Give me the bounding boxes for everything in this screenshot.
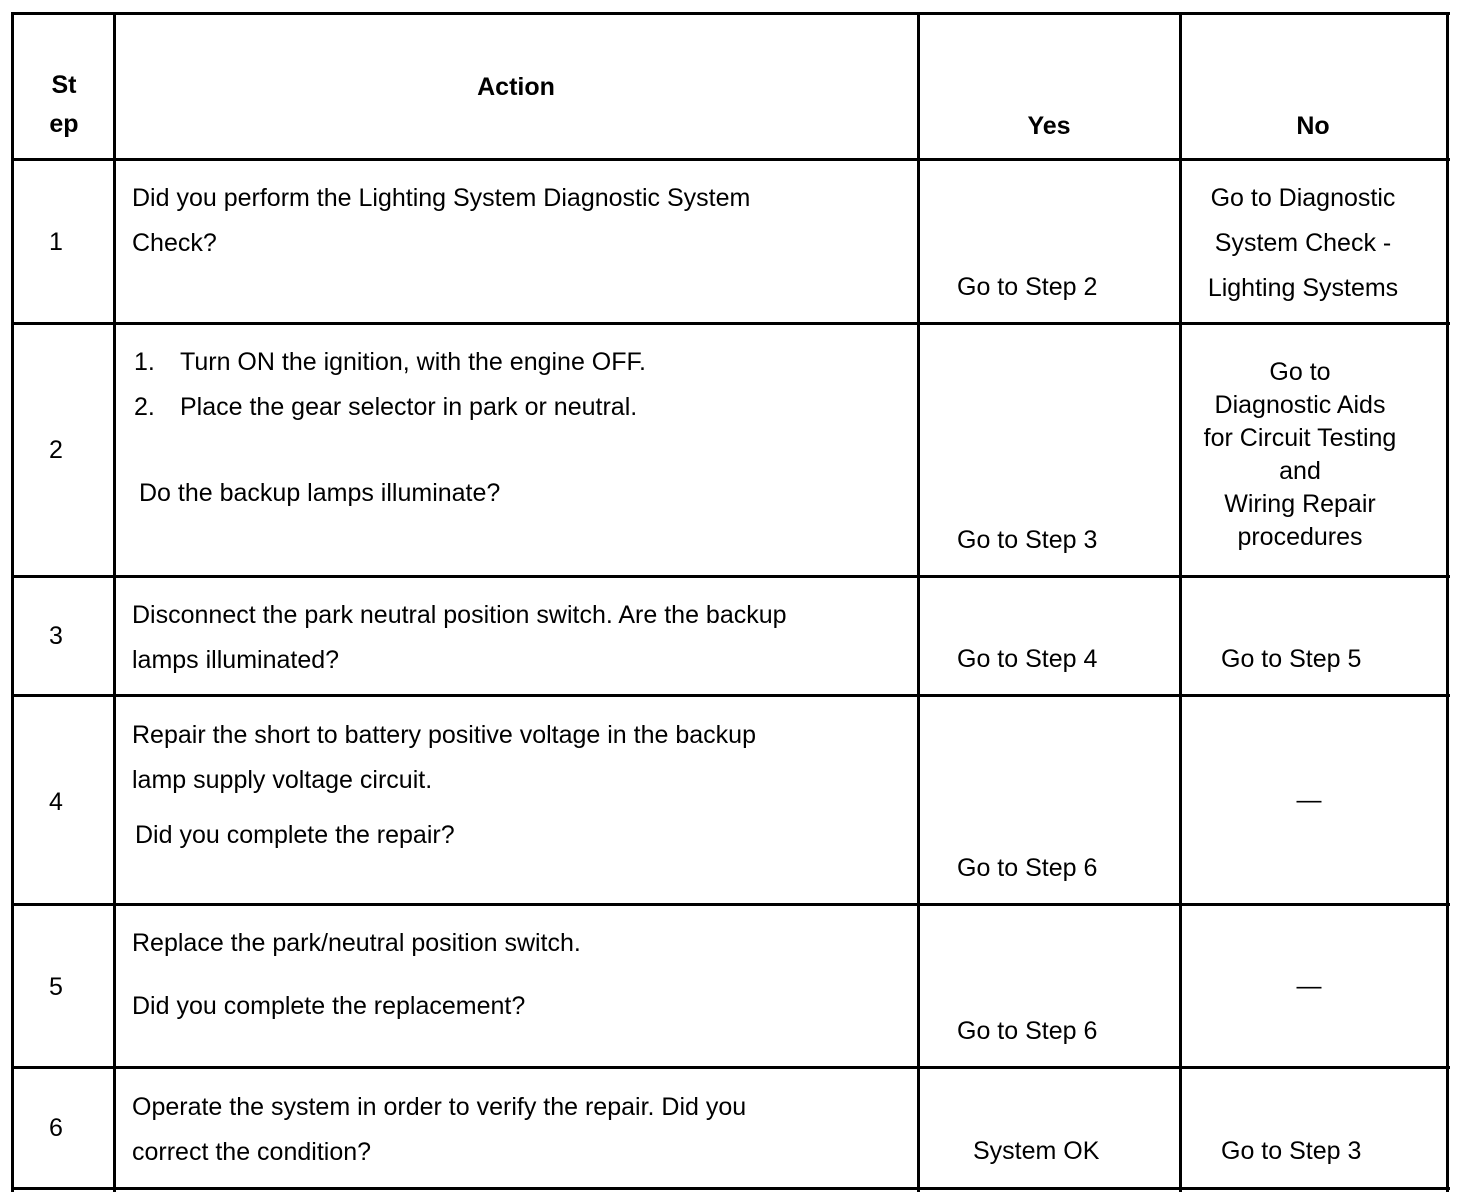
action-text (132, 1085, 746, 1175)
action-line: lamp supply voltage circuit. (132, 766, 433, 794)
no-outcome-line: Go to (1269, 358, 1331, 386)
step-number: 2 (49, 436, 63, 464)
no-outcome-line: for Circuit Testing (1203, 424, 1397, 452)
list-number: 1. (134, 348, 155, 376)
yes-outcome: System OK (973, 1137, 1100, 1165)
no-outcome: Go to Step 3 (1221, 1137, 1362, 1165)
header-yes: Yes (1027, 112, 1071, 140)
action-line: Check? (132, 229, 217, 257)
action-line: Did you perform the Lighting System Diagnostic System (132, 184, 751, 212)
column-divider (113, 12, 116, 1192)
no-outcome (1182, 356, 1418, 554)
action-question: Did you complete the repair? (135, 821, 455, 849)
yes-outcome: Go to Step 6 (957, 854, 1098, 882)
action-line: correct the condition? (132, 1138, 372, 1166)
row-divider (12, 694, 1450, 697)
action-question: Did you complete the replacement? (132, 992, 526, 1020)
column-divider (1446, 12, 1449, 1192)
action-list-text: Place the gear selector in park or neutral. (180, 393, 638, 421)
action-list-item (134, 385, 155, 430)
action-line: lamps illuminated? (132, 646, 340, 674)
header-action: Action (477, 73, 555, 101)
action-line: Operate the system in order to verify the repair. Did you (132, 1093, 747, 1121)
no-outcome: Go to Step 5 (1221, 645, 1362, 673)
header-no: No (1296, 112, 1330, 140)
no-outcome-line: and (1279, 457, 1321, 485)
action-question: Do the backup lamps illuminate? (139, 479, 501, 507)
action-text (132, 593, 787, 683)
header-step (14, 66, 114, 144)
row-divider (12, 322, 1450, 325)
no-outcome: — (1296, 786, 1322, 814)
no-outcome-line: Go to Diagnostic (1210, 184, 1396, 212)
yes-outcome: Go to Step 3 (957, 526, 1098, 554)
action-text (132, 713, 756, 803)
table-border-top (12, 12, 1450, 15)
yes-outcome: Go to Step 4 (957, 645, 1098, 673)
action-text (132, 921, 581, 966)
yes-outcome: Go to Step 6 (957, 1017, 1098, 1045)
action-text (132, 176, 750, 266)
no-outcome-line: Diagnostic Aids (1214, 391, 1386, 419)
header-step-line: St (51, 71, 77, 99)
action-line: Repair the short to battery positive voltage in the backup (132, 721, 756, 749)
list-number: 2. (134, 393, 155, 421)
action-list-item (134, 340, 155, 385)
step-number: 1 (49, 228, 63, 256)
no-outcome (1182, 176, 1424, 311)
row-divider (12, 158, 1450, 161)
no-outcome-line: System Check - (1214, 229, 1392, 257)
yes-outcome: Go to Step 2 (957, 273, 1098, 301)
no-outcome-line: Wiring Repair (1224, 490, 1376, 518)
table-border-bottom (12, 1187, 1450, 1190)
step-number: 4 (49, 788, 63, 816)
no-outcome: — (1296, 972, 1322, 1000)
action-line: Replace the park/neutral position switch. (132, 929, 581, 957)
no-outcome-line: Lighting Systems (1207, 274, 1399, 302)
header-step-line: ep (49, 110, 79, 138)
no-outcome-line: procedures (1237, 523, 1363, 551)
column-divider (11, 12, 14, 1192)
action-list-text: Turn ON the ignition, with the engine OFF. (180, 348, 646, 376)
row-divider (12, 575, 1450, 578)
step-number: 5 (49, 973, 63, 1001)
row-divider (12, 903, 1450, 906)
column-divider (917, 12, 920, 1192)
row-divider (12, 1066, 1450, 1069)
action-line: Disconnect the park neutral position switch. Are the backup (132, 601, 787, 629)
step-number: 6 (49, 1114, 63, 1142)
step-number: 3 (49, 622, 63, 650)
